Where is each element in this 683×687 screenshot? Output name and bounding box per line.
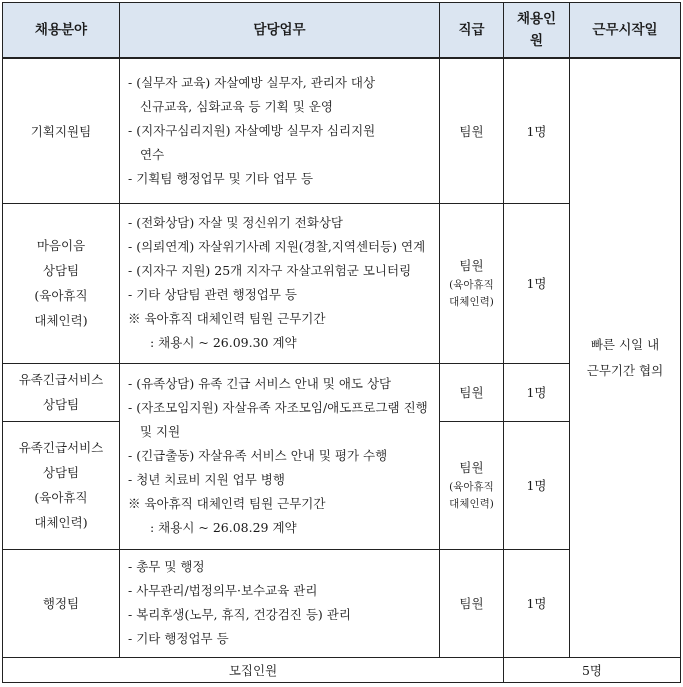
field-label: (육아휴직 <box>34 490 88 505</box>
grade-label: 팀원 <box>459 460 484 475</box>
grade-note: 대체인력) <box>449 498 494 510</box>
duty-line: 연수 <box>140 146 165 162</box>
duty-line: - 총무 및 행정 <box>128 559 205 574</box>
duty-line: : 채용시 ~ 26.09.30 계약 <box>150 335 297 350</box>
field-cell <box>3 421 120 549</box>
start-date-line: 근무기간 협의 <box>586 362 664 378</box>
start-date-line: 빠른 시일 내 <box>590 336 660 352</box>
field-label: 행정팀 <box>42 596 80 611</box>
header-count-line1: 채용인 <box>516 11 557 27</box>
grade-cell <box>440 421 504 549</box>
duty-cell <box>120 203 440 363</box>
total-value: 5명 <box>504 657 681 682</box>
field-label: (육아휴직 <box>34 288 88 303</box>
duty-line: - 기획팀 행정업무 및 기타 업무 등 <box>128 170 314 186</box>
field-cell <box>3 549 120 657</box>
duty-line: ※ 육아휴직 대체인력 팀원 근무기간 <box>128 496 326 511</box>
count-cell: 1명 <box>504 421 570 549</box>
field-label: 마음이음 <box>36 238 86 253</box>
duty-line: 및 지원 <box>140 424 181 439</box>
field-label: 대체인력) <box>34 515 88 530</box>
grade-cell <box>440 203 504 363</box>
field-label: 유족긴급서비스 <box>18 372 104 387</box>
header-row <box>3 3 681 59</box>
field-label: 대체인력) <box>34 313 88 328</box>
duty-line: ※ 육아휴직 대체인력 팀원 근무기간 <box>128 311 326 326</box>
field-cell <box>3 58 120 203</box>
field-label: 기획지원팀 <box>30 123 92 139</box>
field-label: 상담팀 <box>42 397 80 412</box>
duty-line: - (긴급출동) 자살유족 서비스 안내 및 평가 수행 <box>128 448 388 463</box>
total-row <box>3 657 681 682</box>
grade-note: (육아휴직 <box>449 481 494 493</box>
duty-line: - 기타 행정업무 등 <box>128 631 229 646</box>
duty-cell <box>120 363 440 549</box>
field-cell <box>3 363 120 421</box>
duty-line: - (지자구 지원) 25개 지자구 자살고위험군 모니터링 <box>128 263 412 278</box>
field-label: 상담팀 <box>42 263 80 278</box>
duty-cell <box>120 58 440 203</box>
count-cell: 1명 <box>504 549 570 657</box>
field-label: 상담팀 <box>42 465 80 480</box>
recruitment-table <box>2 2 681 683</box>
duty-line: - 청년 치료비 지원 업무 병행 <box>128 472 285 487</box>
grade-cell: 팀원 <box>440 58 504 203</box>
count-cell: 1명 <box>504 363 570 421</box>
duty-line: - 복리후생(노무, 휴직, 건강검진 등) 관리 <box>128 607 351 622</box>
header-duty: 담당업무 <box>120 3 440 59</box>
duty-line: 신규교육, 심화교육 등 기획 및 운영 <box>140 98 333 114</box>
duty-line: : 채용시 ~ 26.08.29 계약 <box>150 520 297 535</box>
duty-line: - (실무자 교육) 자살예방 실무자, 관리자 대상 <box>128 74 376 90</box>
header-grade: 직급 <box>440 3 504 59</box>
duty-line: - (유족상담) 유족 긴급 서비스 안내 및 애도 상담 <box>128 376 392 391</box>
duty-line: - (의뢰연계) 자살위기사례 지원(경찰,지역센터등) 연계 <box>128 239 426 254</box>
duty-line: - (전화상담) 자살 및 정신위기 전화상담 <box>128 215 343 230</box>
grade-cell: 팀원 <box>440 549 504 657</box>
field-label: 유족긴급서비스 <box>18 440 104 455</box>
field-cell <box>3 203 120 363</box>
grade-cell: 팀원 <box>440 363 504 421</box>
count-cell: 1명 <box>504 203 570 363</box>
count-cell: 1명 <box>504 58 570 203</box>
header-start: 근무시작일 <box>570 3 681 59</box>
start-date-cell <box>570 58 681 657</box>
header-field: 채용분야 <box>3 3 120 59</box>
grade-note: (육아휴직 <box>449 279 494 291</box>
table-row <box>3 58 681 203</box>
duty-line: - 기타 상담팀 관련 행정업무 등 <box>128 287 297 302</box>
header-count-line2: 원 <box>529 33 544 49</box>
duty-line: - 사무관리/법정의무·보수교육 관리 <box>128 583 318 598</box>
total-label: 모집인원 <box>3 657 504 682</box>
header-count <box>504 3 570 59</box>
grade-label: 팀원 <box>459 258 484 273</box>
duty-line: - (자조모임지원) 자살유족 자조모임/애도프로그램 진행 <box>128 400 428 415</box>
duty-line: - (지자구심리지원) 자살예방 실무자 심리지원 <box>128 122 376 138</box>
duty-cell <box>120 549 440 657</box>
grade-note: 대체인력) <box>449 296 494 308</box>
